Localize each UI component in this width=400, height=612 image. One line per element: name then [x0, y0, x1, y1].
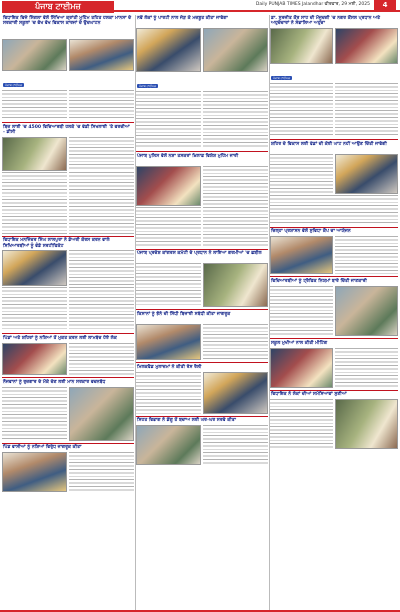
section-rule — [270, 338, 398, 339]
article-body — [203, 324, 268, 360]
article — [2, 444, 134, 492]
date-line: Daily PUNJAB TIMES Jalandhar ਵੀਰਵਾਰ, 29 ਮਈ, 2025 — [255, 2, 370, 7]
article-body — [203, 91, 268, 149]
section-rule — [2, 333, 134, 334]
article-photo — [335, 28, 398, 64]
article-photo — [2, 250, 67, 286]
article-body — [69, 287, 134, 331]
article-body — [69, 172, 134, 234]
article — [2, 124, 134, 234]
section-rule — [136, 416, 268, 417]
article-photo — [136, 425, 201, 465]
article-photo — [270, 28, 333, 64]
byline-tag: ਪੰਜਾਬ ਟਾਈਮਜ਼ — [273, 76, 291, 80]
article-body — [69, 343, 134, 375]
section-rule — [136, 309, 268, 310]
article-headline: ਡਾ. ਸੁਰਜੀਤ ਕੌਰ ਸਾਹ ਦੀ ਮੌਜੂਦਗੀ 'ਚ ਨਗਰ ਕੌਂਸਲ ਪ੍ਰਧਾਨ ਅਤੇ ਅਹੁਦੇਦਾਰਾਂ ਨੇ ਸੰਭਾਲਿਆ ਅਹੁਦਾ — [271, 16, 381, 27]
article-headline: ਪੰਜਾਬ ਪੁਲਿਸ ਵੱਲੋਂ ਨਸ਼ਾ ਤਸਕਰਾਂ ਖ਼ਿਲਾਫ਼ ਵਿਸ਼ੇਸ਼ ਮੁਹਿੰਮ ਜਾਰੀ — [137, 153, 239, 159]
section-rule — [136, 249, 268, 250]
article-body — [335, 348, 398, 388]
article-headline: ਵਿਧਾਇਕ ਨੇ ਲੋਕਾਂ ਦੀਆਂ ਸਮੱਸਿਆਵਾਂ ਸੁਣੀਆਂ — [271, 392, 347, 398]
article — [270, 15, 398, 137]
article-body — [69, 137, 134, 171]
article-photo — [335, 154, 398, 194]
article — [270, 340, 398, 388]
article-body — [335, 236, 398, 274]
section-rule — [136, 362, 268, 363]
article-headline: ਨੌਜਵਾਨਾਂ ਨੂੰ ਰੁਜ਼ਗਾਰ ਦੇ ਮੌਕੇ ਦੇਣ ਲਈ ਮਾਨ ਸਰਕਾਰ ਵਚਨਬੱਧ — [3, 379, 106, 385]
column-1 — [2, 15, 134, 610]
article-headline: ਵਿਧਾਇਕ ਮਨਜਿੰਦਰ ਸਿੰਘ ਲਾਲਪੁਰਾ ਨੇ ਡੇਅਰੀ ਕੋਰਸ ਕਰਨ ਵਾਲੇ ਸਿਖਿਆਰਥੀਆਂ ਨੂੰ ਵੰਡੇ ਸਰਟੀਫਿਕੇਟ — [3, 238, 110, 249]
article-body — [136, 207, 201, 247]
article-body — [203, 166, 268, 206]
article-photo — [203, 372, 268, 414]
article — [136, 311, 268, 360]
newspaper-title: ਪੰਜਾਬ ਟਾਈਮਜ਼ — [2, 1, 114, 13]
article-headline: ਮਿਲਕਫੈਡ ਮੁਲਾਜ਼ਮਾਂ ਨੇ ਕੀਤੀ ਰੋਸ ਰੈਲੀ — [137, 364, 202, 370]
article-body — [270, 154, 333, 194]
section-rule — [270, 139, 398, 140]
byline-tag: ਪੰਜਾਬ ਟਾਈਮਜ਼ — [139, 84, 157, 88]
article-body — [136, 372, 201, 414]
section-rule — [270, 227, 398, 228]
article — [136, 364, 268, 414]
article-headline: ਪਿੰਡਾਂ ਅਤੇ ਸ਼ਹਿਰਾਂ ਨੂੰ ਨਸ਼ਿਆਂ ਤੋਂ ਮੁਕਤ ਕਰਨ ਲਈ ਲਾਮਬੰਦ ਹੋਏ ਲੋਕ — [3, 336, 117, 342]
article — [270, 391, 398, 449]
article-photo — [270, 348, 333, 388]
article-body — [136, 91, 201, 149]
article-headline: ਜ਼ਿਲ੍ਹਾ ਪ੍ਰਸ਼ਾਸਨ ਵੱਲੋਂ ਸੁਵਿਧਾ ਕੈਂਪ ਦਾ ਆਯੋਜਨ — [271, 229, 351, 235]
page-number: 4 — [374, 0, 396, 10]
section-rule — [136, 151, 268, 152]
article — [2, 237, 134, 331]
article-body — [270, 286, 333, 336]
article-headline: ਪਿੰਡ ਵਾਸੀਆਂ ਨੂੰ ਨਸ਼ਿਆਂ ਵਿਰੁੱਧ ਜਾਗਰੂਕ ਕੀਤਾ — [3, 445, 82, 451]
article — [2, 15, 134, 120]
article-photo — [335, 399, 398, 449]
article — [136, 153, 268, 247]
article-photo — [2, 452, 67, 492]
article-body — [270, 399, 333, 449]
article-body — [270, 83, 333, 137]
article-body — [69, 452, 134, 492]
article-photo — [69, 39, 134, 71]
section-rule — [2, 377, 134, 378]
article-headline: ਸਿਹਤ ਵਿਭਾਗ ਨੇ ਡੇਂਗੂ ਤੋਂ ਬਚਾਅ ਲਈ ਘਰ-ਘਰ ਸਰਵੇ ਕੀਤਾ — [137, 418, 236, 424]
article-headline: ਨਵੇਂ ਲੋਕਾਂ ਨੂੰ ਪਾਰਟੀ ਨਾਲ ਜੋੜ ਕੇ ਮਜ਼ਬੂਤ ਕੀਤਾ ਜਾਵੇਗਾ — [137, 16, 228, 21]
article-headline: ਵਿਦਿਆਰਥੀਆਂ ਨੂੰ ਟ੍ਰੈਫਿਕ ਨਿਯਮਾਂ ਬਾਰੇ ਦਿੱਤੀ ਜਾਣਕਾਰੀ — [271, 279, 367, 285]
article-body — [270, 195, 398, 225]
section-rule — [270, 276, 398, 277]
column-divider — [135, 15, 136, 610]
masthead — [0, 0, 400, 14]
article-body — [335, 83, 398, 137]
article-body — [2, 90, 67, 120]
article-headline: ਸ਼ਹਿਰ ਦੇ ਵਿਕਾਸ ਲਈ ਫੰਡਾਂ ਦੀ ਕੋਈ ਘਾਟ ਨਹੀਂ ਆਉਣ ਦਿੱਤੀ ਜਾਵੇਗੀ — [271, 141, 387, 147]
section-rule — [270, 390, 398, 391]
article — [270, 228, 398, 274]
article-body — [203, 425, 268, 465]
article-headline: ਵਿਧਾਇਕ ਵਿਜੇ ਸਿੰਗਲਾ ਵੱਲੋਂ ਸਿੱਖਿਆ ਕ੍ਰਾਂਤੀ ਮੁਹਿੰਮ ਤਹਿਤ ਹਲਕਾ ਮਾਨਸਾ ਦੇ ਸਰਕਾਰੀ ਸਕੂਲਾਂ 'ਚ ਵੱਖ ਵੱਖ ਵਿਕਾਸ ਕਾਰਜਾਂ ਦੇ ਉਦਘਾਟਨ — [3, 16, 132, 27]
article-body — [2, 287, 67, 331]
article-headline: ਬਿਜ਼ ਲਾਈ 'ਚ 4500 ਵਿਦਿਆਰਥੀ ਹਲਕੇ 'ਚ ਵੰਡੀ ਸਿਖਲਾਈ 'ਤੇ ਵਰਦੀਆਂ - ਡੀਸੀ — [3, 124, 130, 136]
article-photo — [2, 39, 67, 71]
article-photo — [270, 236, 333, 274]
article-photo — [136, 166, 201, 206]
article-photo — [2, 343, 67, 375]
article-photo — [203, 28, 268, 72]
byline-tag: ਪੰਜਾਬ ਟਾਈਮਜ਼ — [5, 83, 23, 87]
section-rule — [2, 443, 134, 444]
article-photo — [69, 387, 134, 441]
article — [136, 250, 268, 307]
article-body — [69, 90, 134, 120]
article — [2, 379, 134, 441]
column-3 — [270, 15, 398, 610]
article-body — [203, 207, 268, 247]
article-body — [2, 387, 67, 441]
article — [270, 278, 398, 336]
column-divider — [269, 15, 270, 610]
article-headline: ਪੰਜਾਬ ਪ੍ਰਦੇਸ਼ ਕਾਂਗਰਸ ਕਮੇਟੀ ਦੇ ਪ੍ਰਧਾਨ ਨੇ ਲਾਇਆ ਗਰਮੀਆਂ 'ਚ ਛਬੀਲ — [137, 251, 262, 257]
column-2 — [136, 15, 268, 610]
article-body — [69, 250, 134, 286]
section-rule — [2, 122, 134, 123]
article-headline: ਸਕੂਲ ਮੁਖੀਆਂ ਨਾਲ ਕੀਤੀ ਮੀਟਿੰਗ — [271, 340, 328, 346]
article-photo — [136, 324, 201, 360]
article-photo — [203, 263, 268, 307]
article-body — [136, 263, 201, 307]
article — [2, 335, 134, 375]
article-photo — [2, 137, 67, 171]
article-headline: ਕਿਸਾਨਾਂ ਨੂੰ ਝੋਨੇ ਦੀ ਸਿੱਧੀ ਬਿਜਾਈ ਸਬੰਧੀ ਕੀਤਾ ਜਾਗਰੂਕ — [137, 312, 231, 318]
article — [136, 15, 268, 149]
section-rule — [2, 236, 134, 237]
article — [270, 141, 398, 225]
article — [136, 417, 268, 465]
article-body — [2, 172, 67, 234]
article-photo — [136, 28, 201, 72]
article-photo — [335, 286, 398, 336]
masthead-rule — [114, 10, 400, 12]
